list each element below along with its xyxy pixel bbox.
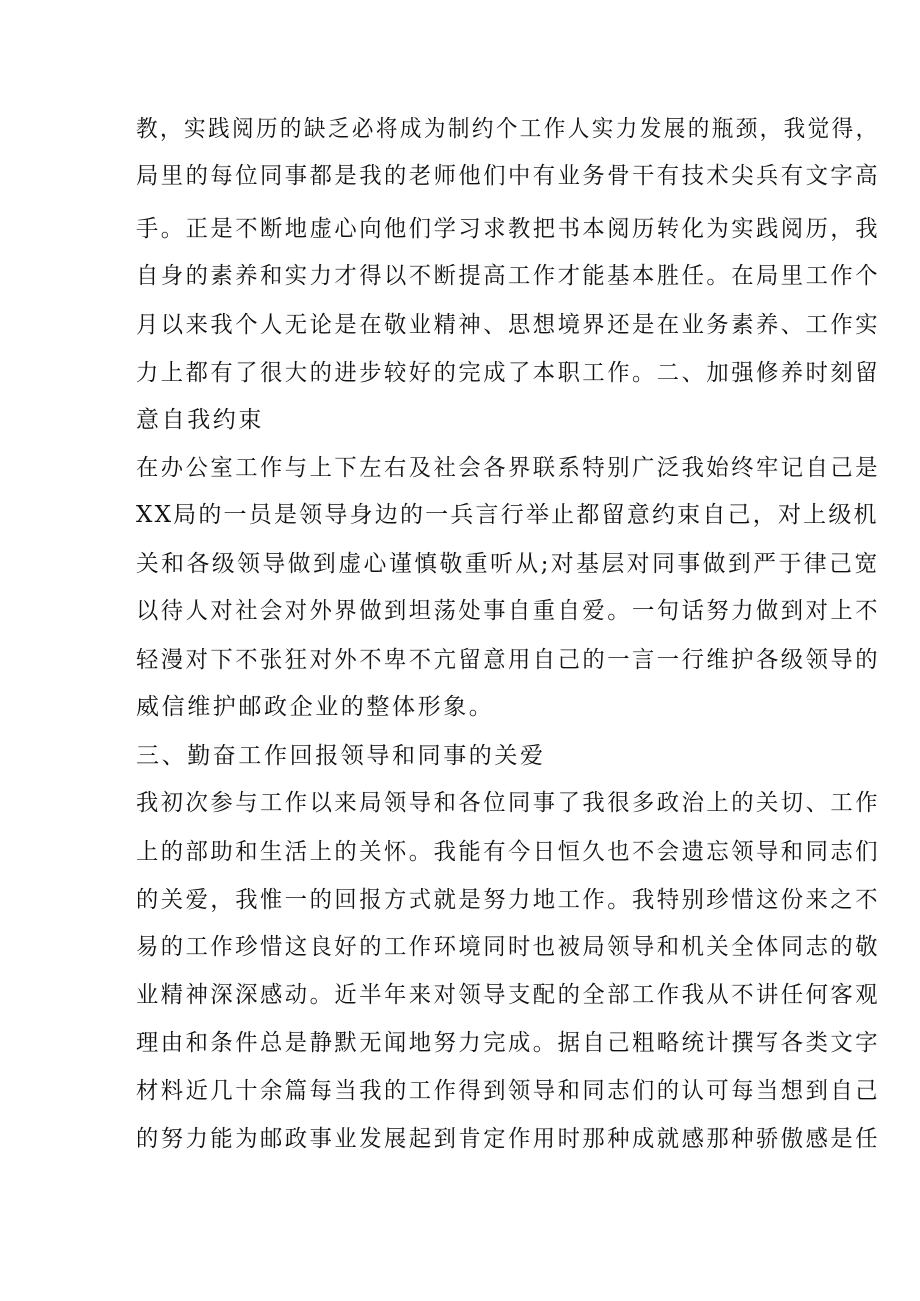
text-line: XX局的一员是领导身边的一兵言行举止都留意约束自己，对上级机 <box>136 502 879 528</box>
text-line: 教，实践阅历的缺乏必将成为制约个工作人实力发展的瓶颈，我觉得， <box>136 116 880 142</box>
text-line: 自身的素养和实力才得以不断提高工作才能基本胜任。在局里工作个 <box>136 263 880 289</box>
text-line: 材料近几十余篇每当我的工作得到领导和同志们的认可每当想到自己 <box>136 1078 880 1104</box>
section-heading: 三、勤奋工作回报领导和同事的关爱 <box>136 743 546 769</box>
text-line: 意自我约束 <box>136 407 264 433</box>
text-line: 月以来我个人无论是在敬业精神、思想境界还是在业务素养、工作实 <box>136 312 880 338</box>
text-line: 威信维护邮政企业的整体形象。 <box>136 694 495 720</box>
text-line: 力上都有了很大的进步较好的完成了本职工作。二、加强修养时刻留 <box>136 360 880 386</box>
text-line: 局里的每位同事都是我的老师他们中有业务骨干有技术尖兵有文字高 <box>136 163 880 189</box>
text-line: 业精神深深感动。近半年来对领导支配的全部工作我从不讲任何客观 <box>136 982 880 1008</box>
text-line: 在办公室工作与上下左右及社会各界联系特别广泛我始终牢记自己是 <box>136 455 880 481</box>
text-line: 以待人对社会对外界做到坦荡处事自重自爱。一句话努力做到对上不 <box>136 598 880 624</box>
text-line: 手。正是不断地虚心向他们学习求教把书本阅历转化为实践阅历，我 <box>136 216 880 242</box>
text-line: 的关爱，我惟一的回报方式就是努力地工作。我特别珍惜这份来之不 <box>136 887 880 913</box>
text-line: 的努力能为邮政事业发展起到肯定作用时那种成就感那种骄傲感是任 <box>136 1126 880 1152</box>
text-line: 上的部助和生活上的关怀。我能有今日恒久也不会遗忘领导和同志们 <box>136 839 880 865</box>
text-line: 易的工作珍惜这良好的工作环境同时也被局领导和机关全体同志的敬 <box>136 934 880 960</box>
text-line: 理由和条件总是静默无闻地努力完成。据自己粗略统计撰写各类文字 <box>136 1030 880 1056</box>
text-line: 关和各级领导做到虚心谨慎敬重听从;对基层对同事做到严于律己宽 <box>136 551 880 577</box>
text-line: 轻漫对下不张狂对外不卑不亢留意用自己的一言一行维护各级领导的 <box>136 647 880 673</box>
text-line: 我初次参与工作以来局领导和各位同事了我很多政治上的关切、工作 <box>136 790 880 816</box>
